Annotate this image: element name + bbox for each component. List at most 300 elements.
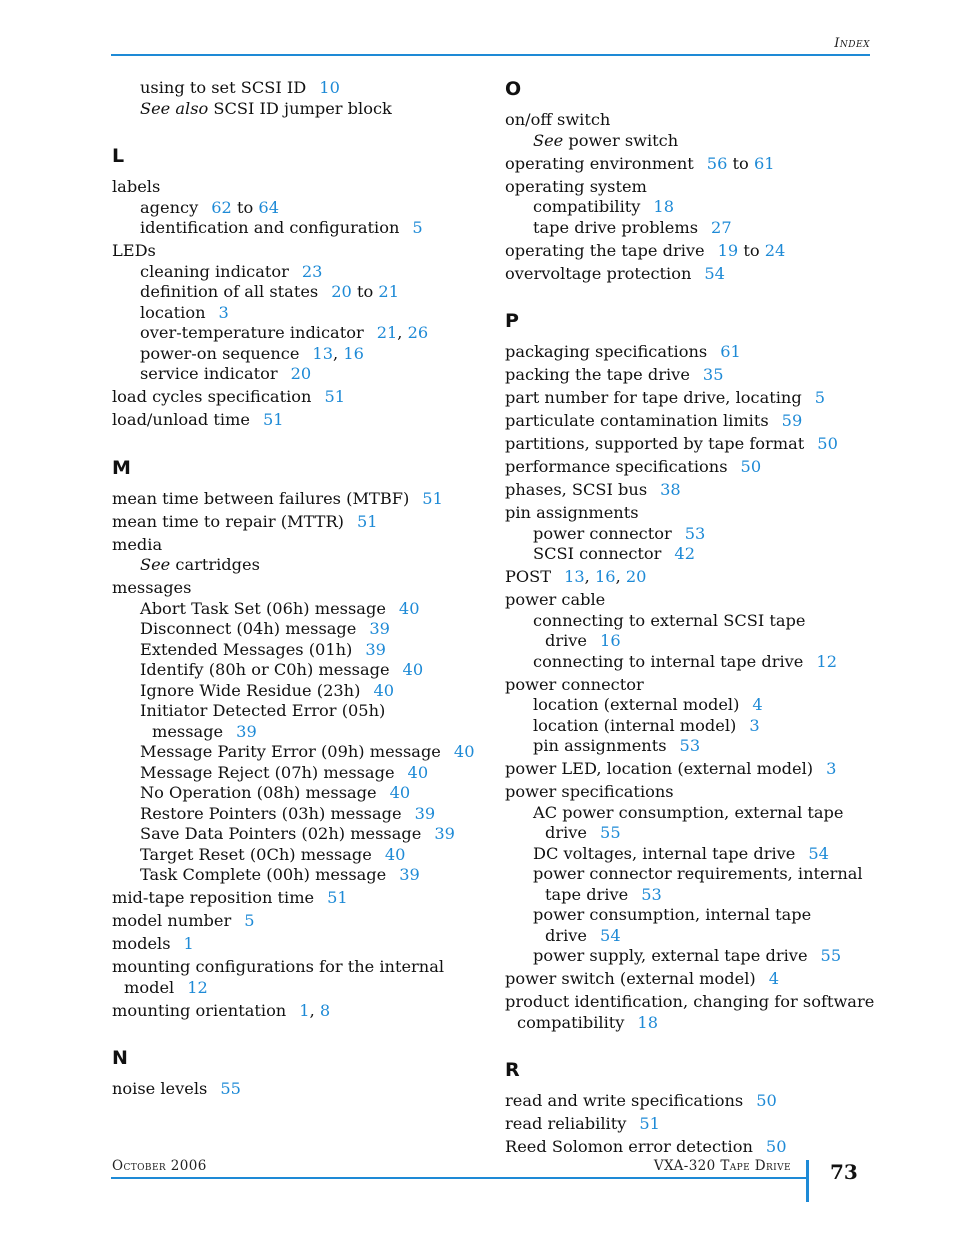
page-link[interactable]: 18 xyxy=(653,197,675,216)
index-entry xyxy=(112,742,492,763)
page-references xyxy=(357,512,378,531)
footer-rule xyxy=(111,1177,809,1179)
index-entry xyxy=(505,480,875,501)
entry-term: tape drive problems xyxy=(533,217,699,237)
index-entry xyxy=(112,387,492,408)
index-entry xyxy=(505,759,875,780)
index-entry xyxy=(112,303,492,324)
index-entry xyxy=(112,578,492,599)
entry-term: mean time to repair (MTTR) xyxy=(112,511,344,531)
index-section xyxy=(112,457,492,1022)
page-references xyxy=(756,1091,777,1110)
page-link[interactable]: 1 xyxy=(299,1000,310,1020)
entry-term: mounting configurations for the internal model xyxy=(112,957,445,997)
page-references xyxy=(302,262,323,281)
entry-term: mounting orientation xyxy=(112,1000,287,1020)
entry-term: pin assignments xyxy=(533,736,667,755)
page-references xyxy=(184,934,194,953)
index-entry xyxy=(505,946,875,967)
page-link[interactable]: 40 xyxy=(389,783,411,802)
index-entry xyxy=(505,675,875,696)
entry-term: operating the tape drive xyxy=(505,240,705,260)
entry-term: Message Parity Error (09h) message xyxy=(140,742,441,761)
page-link[interactable]: 54 xyxy=(808,843,829,863)
index-entry xyxy=(505,177,875,198)
entry-term: Target Reset (0Ch) message xyxy=(140,844,372,864)
index-entry xyxy=(505,590,875,611)
entry-term: Task Complete (00h) message xyxy=(140,865,387,884)
page-link[interactable]: 16 xyxy=(594,567,616,586)
entry-term: operating system xyxy=(505,176,647,196)
index-section xyxy=(112,145,492,431)
index-entry xyxy=(112,619,492,640)
page-references xyxy=(385,845,406,864)
entry-term: cleaning indicator xyxy=(140,261,289,281)
index-section xyxy=(112,1047,492,1100)
entry-term: overvoltage protection xyxy=(505,263,692,283)
page-references xyxy=(703,365,724,384)
page-link[interactable]: 5 xyxy=(412,218,423,237)
entry-term: power LED, location (external model) xyxy=(505,759,814,778)
page-references xyxy=(365,640,386,659)
entry-term: noise levels xyxy=(112,1079,208,1098)
index-entry xyxy=(112,489,492,510)
entry-term: packing the tape drive xyxy=(505,365,690,384)
index-entry xyxy=(505,611,875,652)
index-entry xyxy=(505,365,875,386)
page-references xyxy=(711,218,732,237)
index-entry xyxy=(505,241,875,262)
index-entry xyxy=(112,660,492,681)
index-entry xyxy=(505,1137,875,1158)
page-link[interactable]: 12 xyxy=(816,651,837,671)
entry-term: Reed Solomon error detection xyxy=(505,1137,753,1156)
index-entry xyxy=(505,154,875,175)
page-link[interactable]: 50 xyxy=(817,434,838,453)
entry-term: model number xyxy=(112,911,232,930)
index-entry xyxy=(112,599,492,620)
entry-term: media xyxy=(112,534,163,554)
index-entry xyxy=(505,905,875,946)
page-separator: to xyxy=(727,153,754,173)
page-references xyxy=(600,926,621,945)
page-link[interactable]: 21 xyxy=(378,282,399,301)
page-references xyxy=(704,264,725,283)
header-rule xyxy=(111,54,870,56)
page-link[interactable]: 16 xyxy=(600,631,621,650)
index-section xyxy=(112,78,492,119)
entry-term: location (external model) xyxy=(533,695,740,714)
entry-term: power cable xyxy=(505,590,606,609)
index-entry xyxy=(112,1079,492,1100)
page-references xyxy=(749,716,759,735)
index-entry xyxy=(112,78,492,99)
page-references xyxy=(291,364,312,383)
page-link[interactable]: 50 xyxy=(765,1137,787,1156)
index-entry xyxy=(112,763,492,784)
page-link[interactable]: 50 xyxy=(740,457,762,476)
page-link[interactable]: 39 xyxy=(369,619,390,638)
index-entry xyxy=(505,197,875,218)
see-reference: See xyxy=(533,130,564,150)
page-references xyxy=(752,695,762,714)
page-references xyxy=(399,599,420,618)
index-entry xyxy=(505,503,875,524)
entry-term: AC power consumption, external tape drive xyxy=(533,802,844,842)
entry-term: phases, SCSI bus xyxy=(505,480,648,499)
index-entry xyxy=(505,218,875,239)
page-link[interactable]: 62 xyxy=(211,197,232,217)
page-references xyxy=(641,885,662,904)
index-entry xyxy=(505,567,875,588)
page-link[interactable]: 42 xyxy=(674,544,696,563)
index-entry xyxy=(112,1001,492,1022)
entry-term: over-temperature indicator xyxy=(140,323,364,342)
page-separator: to xyxy=(351,282,379,301)
index-entry xyxy=(505,736,875,757)
entry-term: performance specifications xyxy=(505,457,728,476)
index-entry xyxy=(112,344,492,365)
entry-term: power supply, external tape drive xyxy=(533,946,808,965)
page-link[interactable]: 20 xyxy=(625,567,647,586)
page-references xyxy=(782,411,803,430)
page-link[interactable]: 51 xyxy=(422,488,443,508)
entry-term: location (internal model) xyxy=(533,715,737,735)
page-link[interactable]: 3 xyxy=(749,715,760,735)
running-header-title: Index xyxy=(834,36,870,51)
page-references xyxy=(718,241,786,260)
entry-term: identification and configuration xyxy=(140,218,400,237)
entry-term: Ignore Wide Residue (23h) xyxy=(140,680,361,700)
index-entry xyxy=(112,262,492,283)
entry-term: on/off switch xyxy=(505,110,611,129)
entry-term: product identification, changing for software compatibility xyxy=(505,992,875,1032)
index-entry xyxy=(112,934,492,955)
index-entry xyxy=(505,388,875,409)
page-link[interactable]: 55 xyxy=(220,1079,241,1098)
page-references xyxy=(236,722,257,741)
entry-term: power switch (external model) xyxy=(505,969,756,988)
entry-term: pin assignments xyxy=(505,503,639,522)
page-references xyxy=(741,457,762,476)
index-entry xyxy=(505,544,875,565)
page-references xyxy=(324,387,345,406)
page-references xyxy=(769,969,779,988)
page-references xyxy=(434,824,455,843)
entry-term: power-on sequence xyxy=(140,343,300,363)
page-link[interactable]: 1 xyxy=(183,934,194,953)
index-entry xyxy=(112,845,492,866)
page-link[interactable]: 54 xyxy=(600,925,621,945)
entry-term: Identify (80h or C0h) message xyxy=(140,660,390,679)
page-link[interactable]: 12 xyxy=(187,977,208,997)
index-entry xyxy=(112,218,492,239)
index-entry xyxy=(505,524,875,545)
index-section xyxy=(505,1059,875,1158)
page-references xyxy=(707,154,775,173)
page-references xyxy=(377,323,429,342)
entry-term: service indicator xyxy=(140,364,278,383)
entry-term: Abort Task Set (06h) message xyxy=(140,598,386,618)
page-references xyxy=(454,742,475,761)
page-link[interactable]: 61 xyxy=(753,153,775,173)
page-link[interactable]: 51 xyxy=(356,511,378,531)
entry-term: SCSI ID jumper block xyxy=(208,98,392,118)
page-link[interactable]: 16 xyxy=(343,343,364,363)
page-references xyxy=(369,619,390,638)
entry-term: connecting to internal tape drive xyxy=(533,651,804,671)
index-entry xyxy=(112,804,492,825)
index-entry xyxy=(505,1114,875,1135)
page-link[interactable]: 19 xyxy=(717,240,739,260)
page-separator: to xyxy=(231,197,259,217)
page-references xyxy=(600,631,621,650)
section-letter: L xyxy=(112,145,125,167)
index-entry xyxy=(112,177,492,198)
page-references xyxy=(403,660,424,679)
section-letter: O xyxy=(505,78,522,100)
page-references xyxy=(312,344,364,363)
page-link[interactable]: 20 xyxy=(331,282,352,301)
footer-product: VXA-320 Tape Drive xyxy=(653,1158,791,1174)
index-section xyxy=(505,78,875,284)
page-link[interactable]: 39 xyxy=(236,721,257,741)
page-link[interactable]: 35 xyxy=(702,365,724,384)
page-references xyxy=(408,763,429,782)
page-link[interactable]: 26 xyxy=(407,323,429,342)
entry-term: using to set SCSI ID xyxy=(140,78,307,97)
page-link[interactable]: 21 xyxy=(376,323,398,342)
entry-term: POST xyxy=(505,567,552,586)
index-entry xyxy=(112,824,492,845)
page-link[interactable]: 5 xyxy=(814,388,826,407)
page-link[interactable]: 40 xyxy=(384,844,406,864)
index-entry xyxy=(505,844,875,865)
page-link[interactable]: 40 xyxy=(407,762,429,782)
entry-term: partitions, supported by tape format xyxy=(505,434,805,453)
page-link[interactable]: 61 xyxy=(720,342,741,361)
entry-term: agency xyxy=(140,197,199,217)
index-entry xyxy=(112,535,492,556)
page-link[interactable]: 8 xyxy=(319,1000,331,1020)
index-entry xyxy=(112,555,492,576)
page-references xyxy=(319,78,340,97)
page-link[interactable]: 51 xyxy=(639,1114,660,1133)
page-separator: , xyxy=(397,323,408,342)
page-references xyxy=(637,1013,658,1032)
page-references xyxy=(815,388,825,407)
page-link[interactable]: 51 xyxy=(324,387,346,406)
page-separator: , xyxy=(584,567,595,586)
index-entry xyxy=(505,434,875,455)
page-references xyxy=(415,804,436,823)
entry-term: labels xyxy=(112,177,161,196)
page-link[interactable]: 51 xyxy=(327,888,348,907)
page-link[interactable]: 40 xyxy=(453,742,475,761)
page-references xyxy=(399,865,420,884)
index-entry xyxy=(505,803,875,844)
page-link[interactable]: 10 xyxy=(319,78,340,97)
entry-term: cartridges xyxy=(170,555,260,574)
page-link[interactable]: 53 xyxy=(641,884,662,904)
entry-term: mid-tape reposition time xyxy=(112,888,315,907)
see-reference: See also xyxy=(140,98,209,118)
page-references xyxy=(373,681,394,700)
section-letter: R xyxy=(505,1059,520,1081)
index-entry xyxy=(505,457,875,478)
index-entry xyxy=(112,701,492,742)
entry-term: Restore Pointers (03h) message xyxy=(140,803,402,823)
entry-term: power switch xyxy=(563,130,679,150)
entry-term: Save Data Pointers (02h) message xyxy=(140,824,422,843)
page-references xyxy=(211,198,279,217)
page-link[interactable]: 51 xyxy=(262,410,284,429)
page-link[interactable]: 53 xyxy=(684,523,706,543)
index-entry xyxy=(505,969,875,990)
page-references xyxy=(564,567,646,586)
index-entry xyxy=(505,652,875,673)
page-references xyxy=(390,783,411,802)
entry-term: power connector requirements, internal tape drive xyxy=(533,864,863,904)
page-references xyxy=(331,282,399,301)
entry-term: particulate contamination limits xyxy=(505,411,769,430)
page-link[interactable]: 55 xyxy=(820,946,842,965)
page-link[interactable]: 55 xyxy=(600,823,621,842)
entry-term: packaging specifications xyxy=(505,342,708,361)
page-references xyxy=(808,844,829,863)
page-references xyxy=(220,1079,241,1098)
index-column-left xyxy=(112,78,492,1126)
entry-term: No Operation (08h) message xyxy=(140,783,377,802)
index-entry xyxy=(112,364,492,385)
page-references xyxy=(327,888,348,907)
entry-term: DC voltages, internal tape drive xyxy=(533,843,796,863)
index-entry xyxy=(505,695,875,716)
index-entry xyxy=(112,198,492,219)
page-link[interactable]: 54 xyxy=(704,263,725,283)
page-references xyxy=(766,1137,787,1156)
index-entry xyxy=(112,323,492,344)
entry-term: power consumption, internal tape drive xyxy=(533,905,812,945)
entry-term: Initiator Detected Error (05h) message xyxy=(140,701,386,741)
index-entry xyxy=(112,410,492,431)
entry-term: load/unload time xyxy=(112,410,250,429)
page-link[interactable]: 64 xyxy=(258,197,279,217)
index-entry xyxy=(112,783,492,804)
page-link[interactable]: 3 xyxy=(826,759,837,778)
page-link[interactable]: 13 xyxy=(312,343,334,363)
index-entry xyxy=(112,681,492,702)
page-link[interactable]: 40 xyxy=(373,680,395,700)
page-references xyxy=(685,524,706,543)
index-entry xyxy=(505,864,875,905)
page-link[interactable]: 5 xyxy=(244,911,255,930)
page-references xyxy=(817,434,838,453)
page-link[interactable]: 40 xyxy=(398,598,420,618)
page-link[interactable]: 53 xyxy=(679,736,701,755)
page-separator: , xyxy=(309,1000,320,1020)
entry-term: connecting to external SCSI tape drive xyxy=(533,610,806,650)
footer-vertical-rule xyxy=(806,1160,809,1202)
page-references xyxy=(660,480,681,499)
entry-term: Disconnect (04h) message xyxy=(140,619,357,638)
index-entry xyxy=(505,264,875,285)
index-entry xyxy=(112,865,492,886)
entry-term: read and write specifications xyxy=(505,1091,744,1110)
index-entry xyxy=(112,640,492,661)
page-link[interactable]: 40 xyxy=(402,660,424,679)
page-references xyxy=(653,197,674,216)
page-link[interactable]: 13 xyxy=(564,567,585,586)
page-link[interactable]: 4 xyxy=(768,969,779,988)
page-references xyxy=(720,342,741,361)
section-letter: P xyxy=(505,310,519,332)
page-references xyxy=(639,1114,660,1133)
page-link[interactable]: 39 xyxy=(399,865,420,884)
page-link[interactable]: 18 xyxy=(637,1012,659,1032)
entry-term: operating environment xyxy=(505,153,694,173)
entry-term: part number for tape drive, locating xyxy=(505,388,802,407)
page-link[interactable]: 3 xyxy=(218,302,229,322)
page-link[interactable]: 4 xyxy=(752,695,763,714)
page-references xyxy=(674,544,695,563)
page-link[interactable]: 20 xyxy=(290,364,312,383)
page-link[interactable]: 56 xyxy=(706,153,728,173)
page-link[interactable]: 39 xyxy=(414,803,436,823)
page-references xyxy=(680,736,701,755)
index-entry xyxy=(112,911,492,932)
index-entry xyxy=(112,957,492,998)
page-link[interactable]: 23 xyxy=(301,261,323,281)
page-link[interactable]: 38 xyxy=(660,480,681,499)
entry-term: read reliability xyxy=(505,1114,627,1133)
page-references xyxy=(244,911,254,930)
page-references xyxy=(600,823,621,842)
page-references xyxy=(422,489,443,508)
page-separator: , xyxy=(333,343,344,363)
page-link[interactable]: 24 xyxy=(764,240,786,260)
page-references xyxy=(187,978,208,997)
entry-term: mean time between failures (MTBF) xyxy=(112,488,410,508)
index-entry xyxy=(505,110,875,131)
index-entry xyxy=(505,716,875,737)
page-references xyxy=(263,410,284,429)
index-entry xyxy=(505,782,875,803)
page-references xyxy=(412,218,422,237)
page-link[interactable]: 27 xyxy=(711,217,732,237)
index-entry xyxy=(112,888,492,909)
index-column-right xyxy=(505,78,875,1184)
section-letter: M xyxy=(112,456,131,479)
page-references xyxy=(821,946,842,965)
page-references xyxy=(299,1001,330,1020)
entry-term: load cycles specification xyxy=(112,387,312,406)
page-link[interactable]: 50 xyxy=(756,1091,777,1110)
index-section xyxy=(505,310,875,1033)
entry-term: definition of all states xyxy=(140,282,319,301)
page-link[interactable]: 39 xyxy=(365,639,386,659)
entry-term: models xyxy=(112,934,171,953)
entry-term: Extended Messages (01h) xyxy=(140,639,353,659)
index-entry xyxy=(505,1091,875,1112)
page-link[interactable]: 59 xyxy=(781,411,803,430)
entry-term: Message Reject (07h) message xyxy=(140,762,395,782)
index-entry xyxy=(505,992,875,1033)
page-references xyxy=(826,759,836,778)
footer-date: October 2006 xyxy=(112,1158,207,1174)
entry-term: SCSI connector xyxy=(533,544,662,563)
page-link[interactable]: 39 xyxy=(434,824,455,843)
